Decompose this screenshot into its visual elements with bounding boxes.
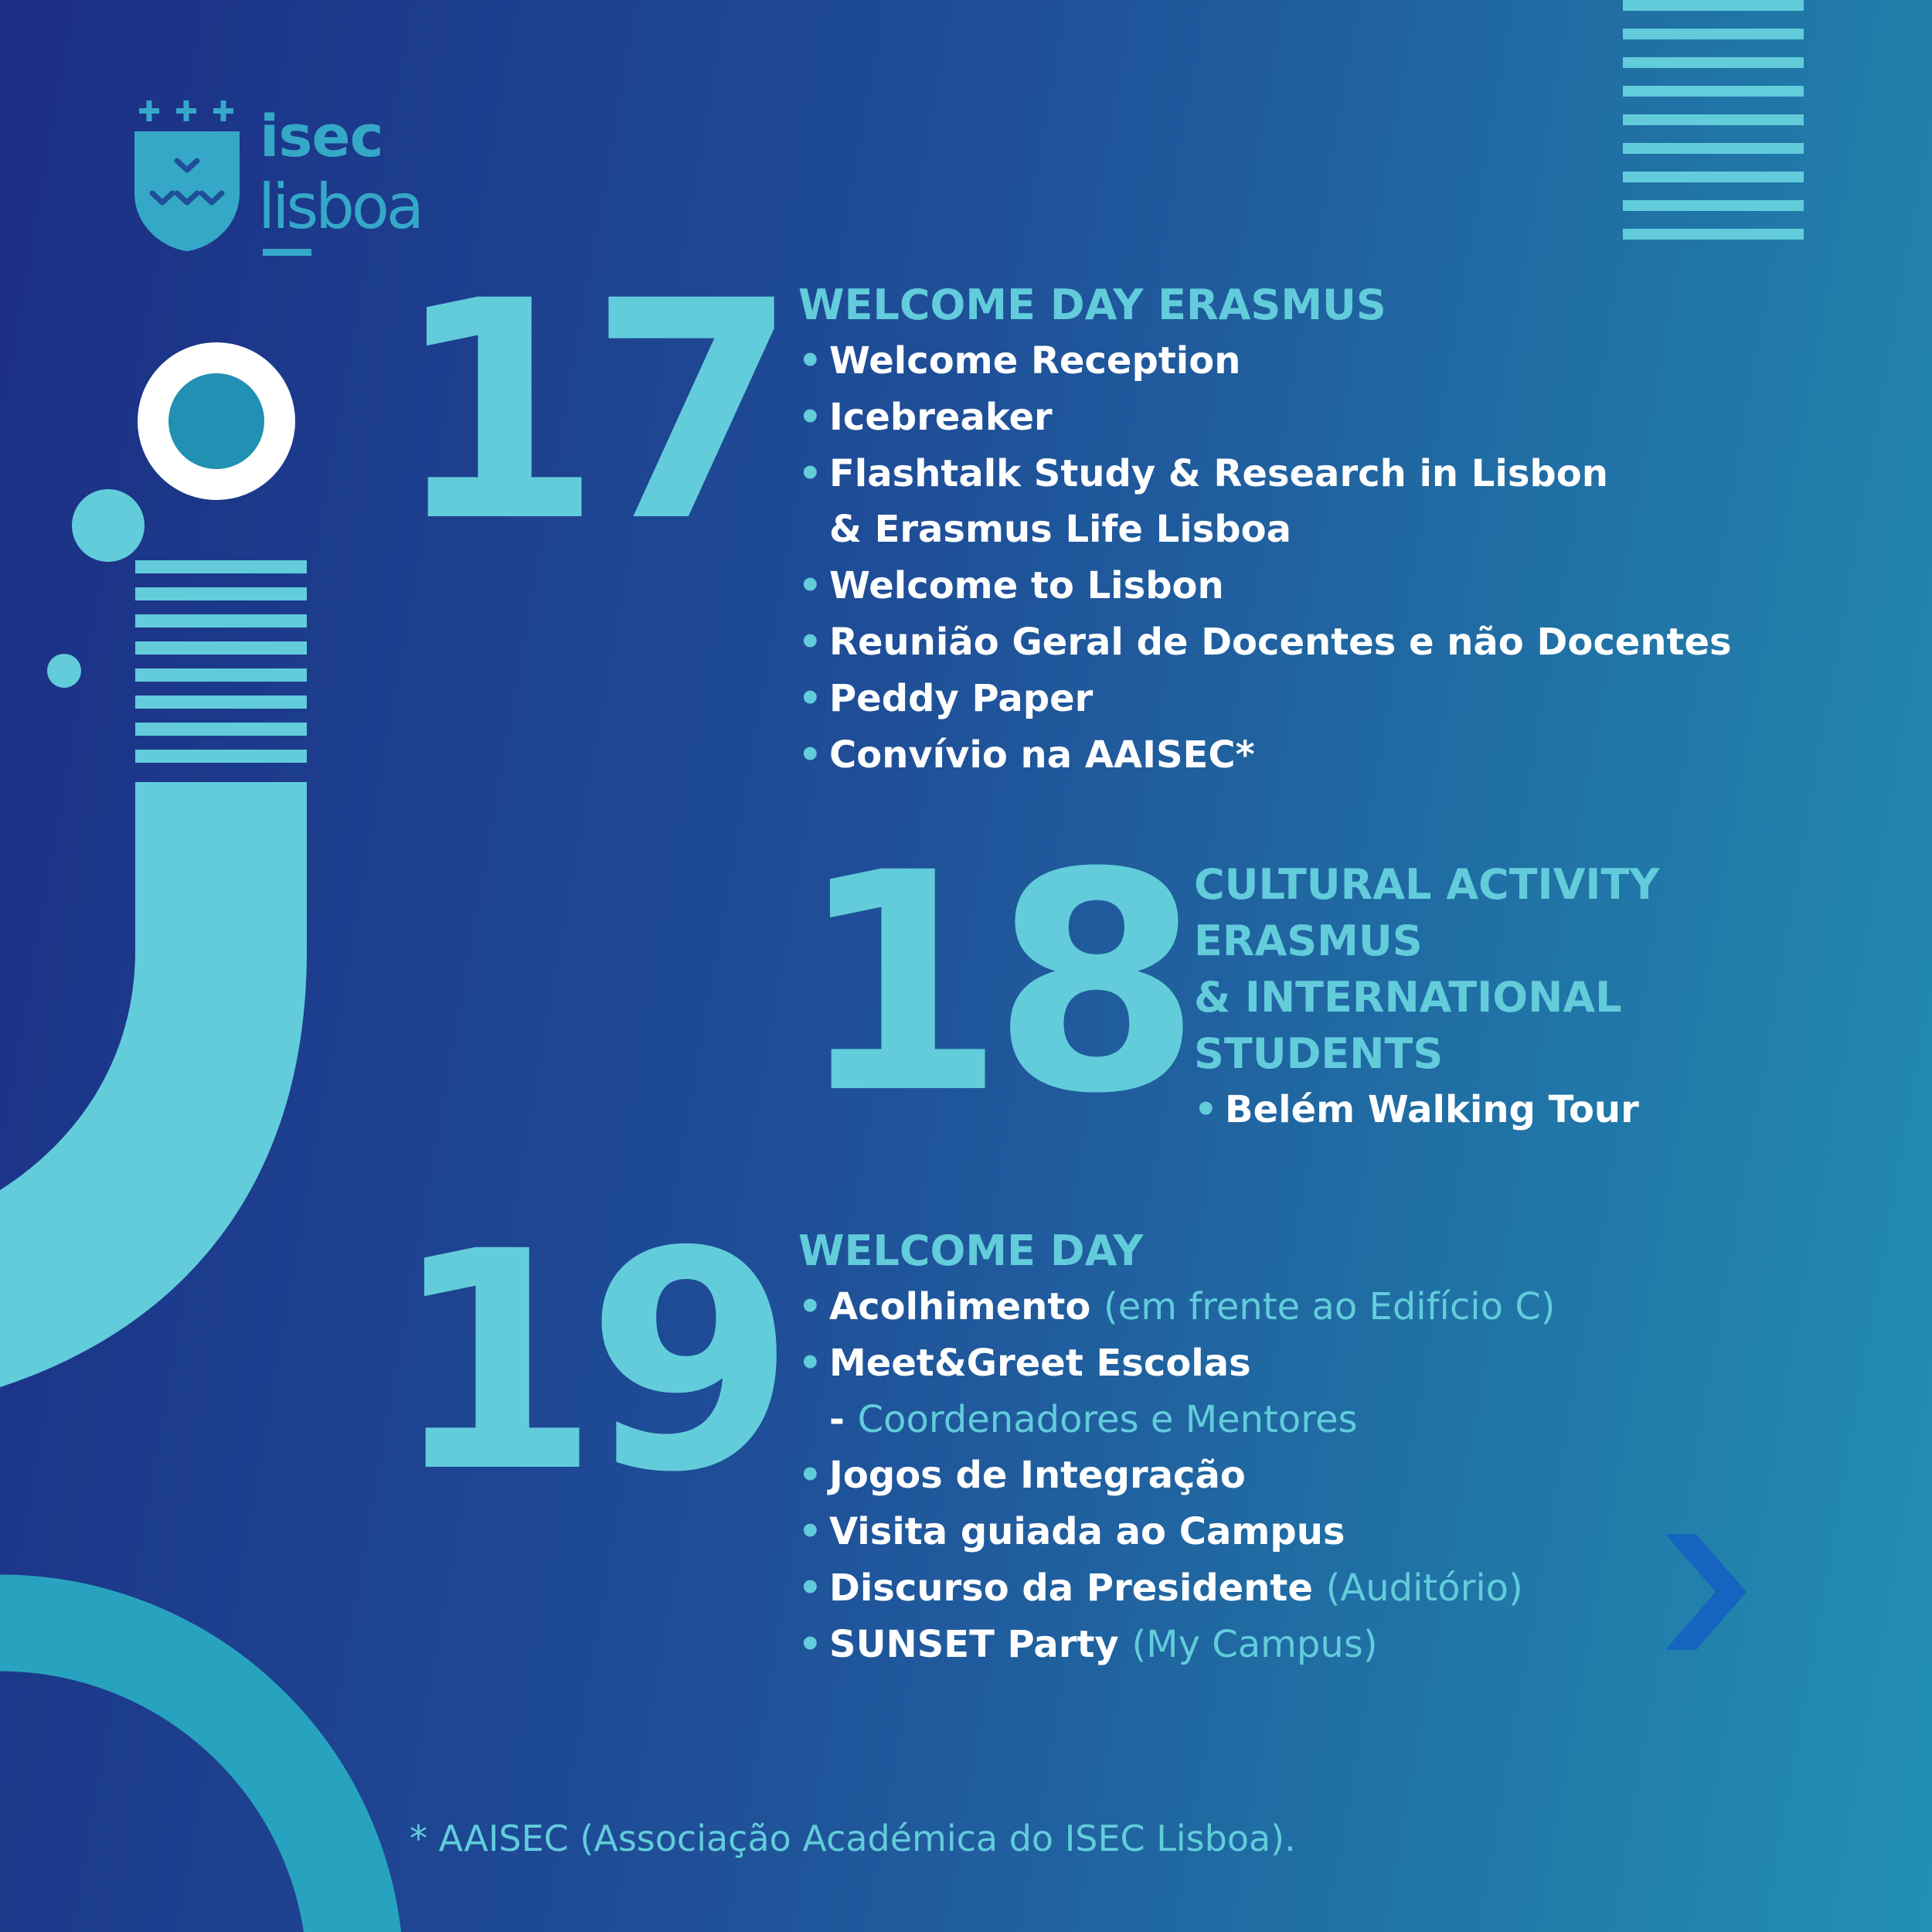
day-19-title: WELCOME DAY [798,1226,1144,1275]
day-number-18: 18 [796,808,1188,1159]
day-19-section [798,1223,1803,1673]
list-item: • Acolhimento (em frente ao Edifício C) [798,1285,1556,1328]
stripes-left [135,560,307,763]
list-item: • Welcome to Lisbon [798,564,1224,608]
day-number-17: 17 [393,236,784,587]
list-item-continuation: & Erasmus Life Lisboa [829,508,1291,552]
list-sub-item: - Coordenadores e Mentores [829,1397,1358,1441]
list-item: • Icebreaker [798,395,1053,439]
day-18-title-line: ERASMUS [1194,917,1423,965]
logo-text-lisboa: lisboa [258,171,421,243]
day-17-items [798,333,1803,783]
list-item: • Reunião Geral de Docentes e não Docentes [798,620,1732,664]
logo-underline [263,249,311,256]
day-17-section [798,277,1803,783]
list-item: • SUNSET Party (My Campus) [798,1622,1378,1666]
list-item: • Meet&Greet Escolas [798,1341,1251,1385]
list-item: • Discurso da Presidente (Auditório) [798,1566,1523,1610]
list-item: • Visita guiada ao Campus [798,1510,1345,1554]
j-arc [0,782,307,1387]
day-18-title-line: & INTERNATIONAL [1194,973,1622,1022]
list-item: • Jogos de Integração [798,1454,1246,1498]
list-item: • Peddy Paper [798,676,1094,720]
ring-circle [153,358,280,485]
dot-small [47,654,81,688]
dot-large [72,489,145,562]
list-item: • Belém Walking Tour [1194,1088,1639,1131]
stripes-top-right [1623,0,1804,240]
logo-text-isec: isec [260,104,383,170]
day-19-items [798,1279,1803,1673]
day-18-title-line: STUDENTS [1194,1029,1444,1078]
list-item: • Convívio na AAISEC* [798,733,1255,777]
logo-crest [133,93,241,255]
footnote: * AAISEC (Associação Académica do ISEC Lisboa). [410,1818,1296,1859]
day-18-section [1194,856,1812,1138]
list-item: • Flashtalk Study & Research in Lisbon [798,451,1608,495]
day-18-items [1194,1082,1812,1138]
bottom-arc [0,1623,355,1932]
shield-crest-icon [133,93,241,255]
day-number-19: 19 [390,1187,782,1538]
day-18-title-line: CULTURAL ACTIVITY [1194,860,1660,909]
day-17-title: WELCOME DAY ERASMUS [798,281,1386,329]
chevron-right-icon[interactable] [1665,1534,1747,1650]
list-item: • Welcome Reception [798,339,1241,383]
